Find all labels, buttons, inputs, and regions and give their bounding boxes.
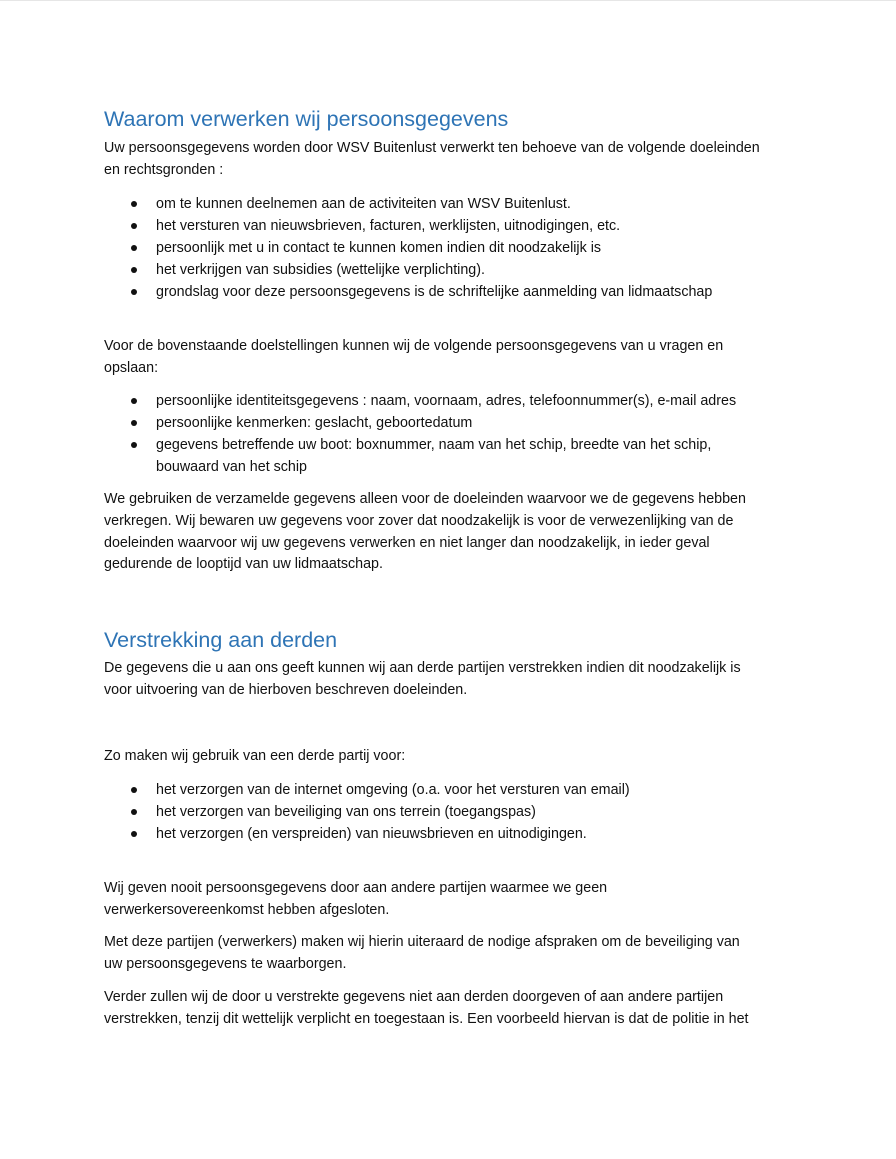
section-heading-waarom: Waarom verwerken wij persoonsgegevens: [104, 107, 509, 131]
bullet-icon: [131, 442, 137, 448]
page-top-edge: [0, 0, 896, 1]
section1-para3-line-2: verkregen. Wij bewaren uw gegevens voor zover dat noodzakelijk is voor de verwezenlijking van de: [104, 513, 734, 529]
bullet-icon: [131, 267, 137, 273]
section2-intro-line-2: voor uitvoering van de hierboven beschreven doeleinden.: [104, 682, 468, 698]
section2-para2: Zo maken wij gebruik van een derde partij voor:: [104, 748, 406, 764]
section2-para5-line-1: Verder zullen wij de door u verstrekte gegevens niet aan derden doorgeven of aan andere partijen: [104, 989, 724, 1005]
section1-para3-line-4: gedurende de looptijd van uw lidmaatschap.: [104, 556, 383, 572]
section2-para4-line-2: uw persoonsgegevens te waarborgen.: [104, 956, 347, 972]
section2-para5-line-2: verstrekken, tenzij dit wettelijk verplicht en toegestaan is. Een voorbeeld hiervan is dat de politie in het: [104, 1011, 749, 1027]
bullet-icon: [131, 787, 137, 793]
section1-para3-line-1: We gebruiken de verzamelde gegevens alleen voor de doeleinden waarvoor we de gegevens hebben: [104, 491, 746, 507]
section1-intro-line-1: Uw persoonsgegevens worden door WSV Buitenlust verwerkt ten behoeve van de volgende doeleinden: [104, 140, 760, 156]
section1-para3-line-3: doeleinden waarvoor wij uw gegevens verwerken en niet langer dan noodzakelijk, in ieder geval: [104, 535, 710, 551]
bullet-icon: [131, 398, 137, 404]
section2-para3-line-1: Wij geven nooit persoonsgegevens door aan andere partijen waarmee we geen: [104, 880, 608, 896]
section-heading-verstrekking: Verstrekking aan derden: [104, 628, 338, 652]
bullet-icon: [131, 420, 137, 426]
bullet-icon: [131, 831, 137, 837]
bullet-icon: [131, 289, 137, 295]
section1-intro-line-2: en rechtsgronden :: [104, 162, 224, 178]
section2-para4-line-1: Met deze partijen (verwerkers) maken wij hierin uiteraard de nodige afspraken om de beveiliging van: [104, 934, 740, 950]
section1-para2-line-2: opslaan:: [104, 360, 159, 376]
bullet-icon: [131, 809, 137, 815]
section2-para3-line-2: verwerkersovereenkomst hebben afgesloten.: [104, 902, 390, 918]
section2-intro-line-1: De gegevens die u aan ons geeft kunnen wij aan derde partijen verstrekken indien dit noodzakelijk is: [104, 660, 741, 676]
bullet-icon: [131, 245, 137, 251]
bullet-icon: [131, 201, 137, 207]
section1-para2-line-1: Voor de bovenstaande doelstellingen kunnen wij de volgende persoonsgegevens van u vragen en: [104, 338, 724, 354]
bullet-icon: [131, 223, 137, 229]
